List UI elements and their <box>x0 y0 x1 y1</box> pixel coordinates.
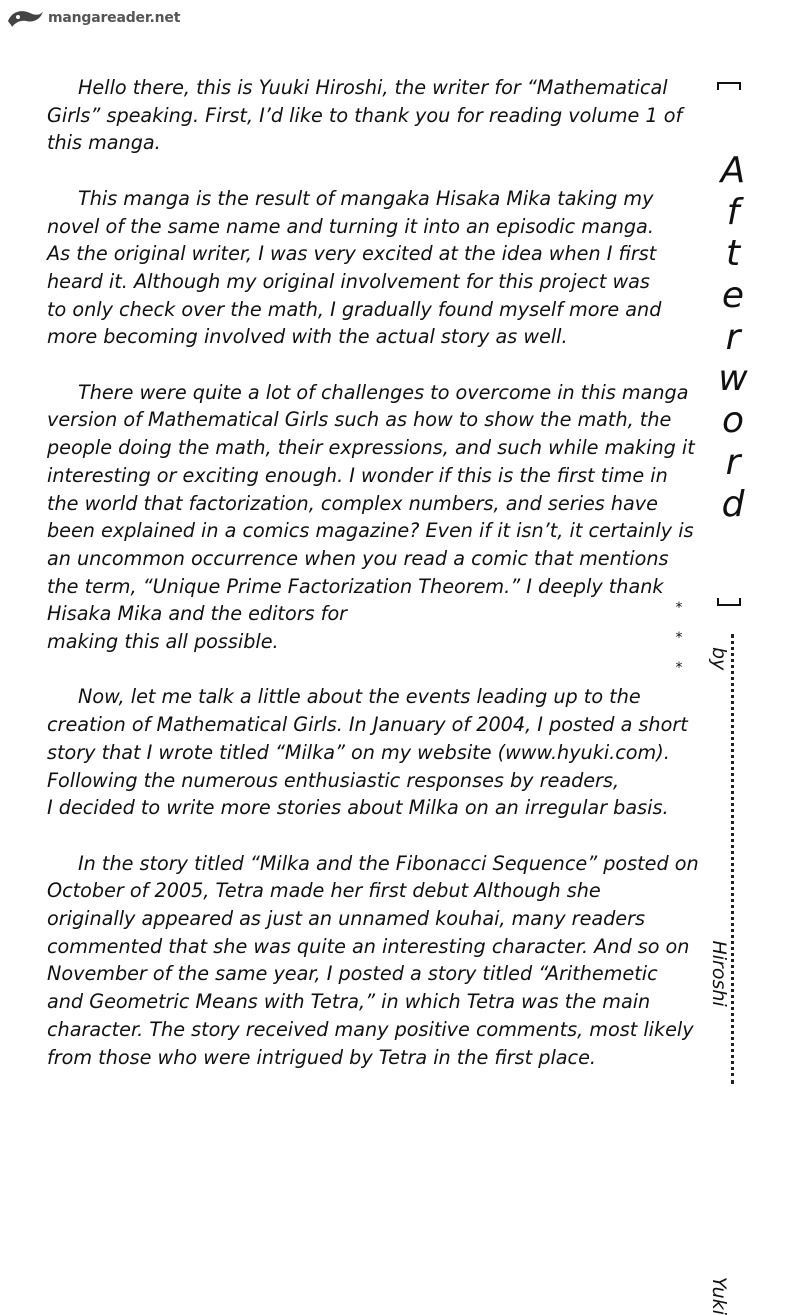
text-line: In the story titled “Milka and the Fibonacci Sequence” posted on <box>78 851 699 875</box>
text-line: Hello there, this is Yuuki Hiroshi, the writer for “Mathematical <box>78 76 668 99</box>
paragraph-5 <box>47 850 699 1072</box>
byline-word: Yuki <box>708 1276 730 1315</box>
text-line: originally appeared as just an unnamed kouhai, many readers <box>47 907 645 931</box>
text-line: this manga. <box>47 131 161 155</box>
afterword-vertical-title <box>706 150 760 525</box>
paragraph-2 <box>47 185 687 351</box>
paragraph-4 <box>47 683 687 822</box>
asterisk: * <box>675 630 683 646</box>
text-line: novel of the same name and turning it into an episodic manga. <box>47 214 654 238</box>
text-line: and Geometric Means with Tetra,” in which Tetra was the main <box>47 990 651 1014</box>
afterword-body <box>47 74 699 1099</box>
text-line: As the original writer, I was very excited at the idea when I first <box>47 242 657 266</box>
paragraph-3 <box>47 379 695 656</box>
watermark-text: mangareader.net <box>48 10 181 26</box>
text-line: interesting or exciting enough. I wonder if this is the first time in <box>47 463 668 487</box>
text-line: This manga is the result of mangaka Hisaka Mika taking my <box>78 186 654 210</box>
text-line: character. The story received many positive comments, most likely <box>47 1017 694 1041</box>
asterisk-column <box>672 593 686 683</box>
text-line: Now, let me talk a little about the events leading up to the <box>78 685 641 709</box>
title-letter: A <box>720 150 746 191</box>
text-line: to only check over the math, I gradually found myself more and <box>47 297 662 321</box>
text-line: creation of Mathematical Girls. In January of 2004, I posted a short <box>47 713 688 737</box>
text-line: been explained in a comics magazine? Even if it isn’t, it certainly is <box>47 519 694 543</box>
byline-word: Hiroshi <box>708 940 730 1007</box>
paragraph-1 <box>47 74 687 157</box>
text-line: people doing the math, their expressions, and such while making it <box>47 436 695 460</box>
asterisk: * <box>675 600 683 616</box>
title-letter: d <box>721 483 745 525</box>
text-line: commented that she was quite an interesting character. And so on <box>47 934 690 958</box>
byline-word: by <box>708 647 730 671</box>
title-letter: o <box>721 400 745 442</box>
title-letter: e <box>721 275 745 317</box>
author-byline <box>706 647 732 1315</box>
title-bracket-bottom <box>717 598 741 606</box>
text-line: October of 2005, Tetra made her first debut Although she <box>47 879 601 903</box>
text-line: version of Mathematical Girls such as how to show the math, the <box>47 408 672 432</box>
text-line: November of the same year, I posted a story titled “Arithemetic <box>47 962 658 986</box>
text-line: making this all possible. <box>47 630 279 654</box>
title-bracket-top <box>717 82 741 90</box>
text-line: the term, “Unique Prime Factorization Theorem.” I deeply thank <box>47 574 664 598</box>
text-line: more becoming involved with the actual story as well. <box>47 325 568 349</box>
title-letter: t <box>725 233 741 275</box>
text-line: Girls” speaking. First, I’d like to thank you for reading volume 1 of <box>47 103 683 127</box>
text-line: Following the numerous enthusiastic responses by readers, <box>47 768 620 792</box>
title-letter: f <box>726 191 740 233</box>
text-line: story that I wrote titled “Milka” on my website (www.hyuki.com). <box>47 740 670 764</box>
text-line: from those who were intrigued by Tetra in the first place. <box>47 1045 596 1069</box>
text-line: the world that factorization, complex numbers, and series have <box>47 491 658 515</box>
text-line: heard it. Although my original involvement for this project was <box>47 269 650 293</box>
text-line: I decided to write more stories about Milka on an irregular basis. <box>47 796 669 820</box>
manga-reader-logo-icon <box>6 7 44 29</box>
text-line: an uncommon occurrence when you read a comic that mentions <box>47 546 669 570</box>
title-letter: r <box>725 316 741 358</box>
title-letter: w <box>718 358 748 400</box>
text-line: Hisaka Mika and the editors for <box>47 602 348 626</box>
asterisk: * <box>675 660 683 676</box>
dotted-divider <box>731 634 734 1084</box>
text-line: There were quite a lot of challenges to overcome in this manga <box>78 380 689 404</box>
watermark <box>6 6 180 30</box>
title-letter: r <box>725 441 741 483</box>
